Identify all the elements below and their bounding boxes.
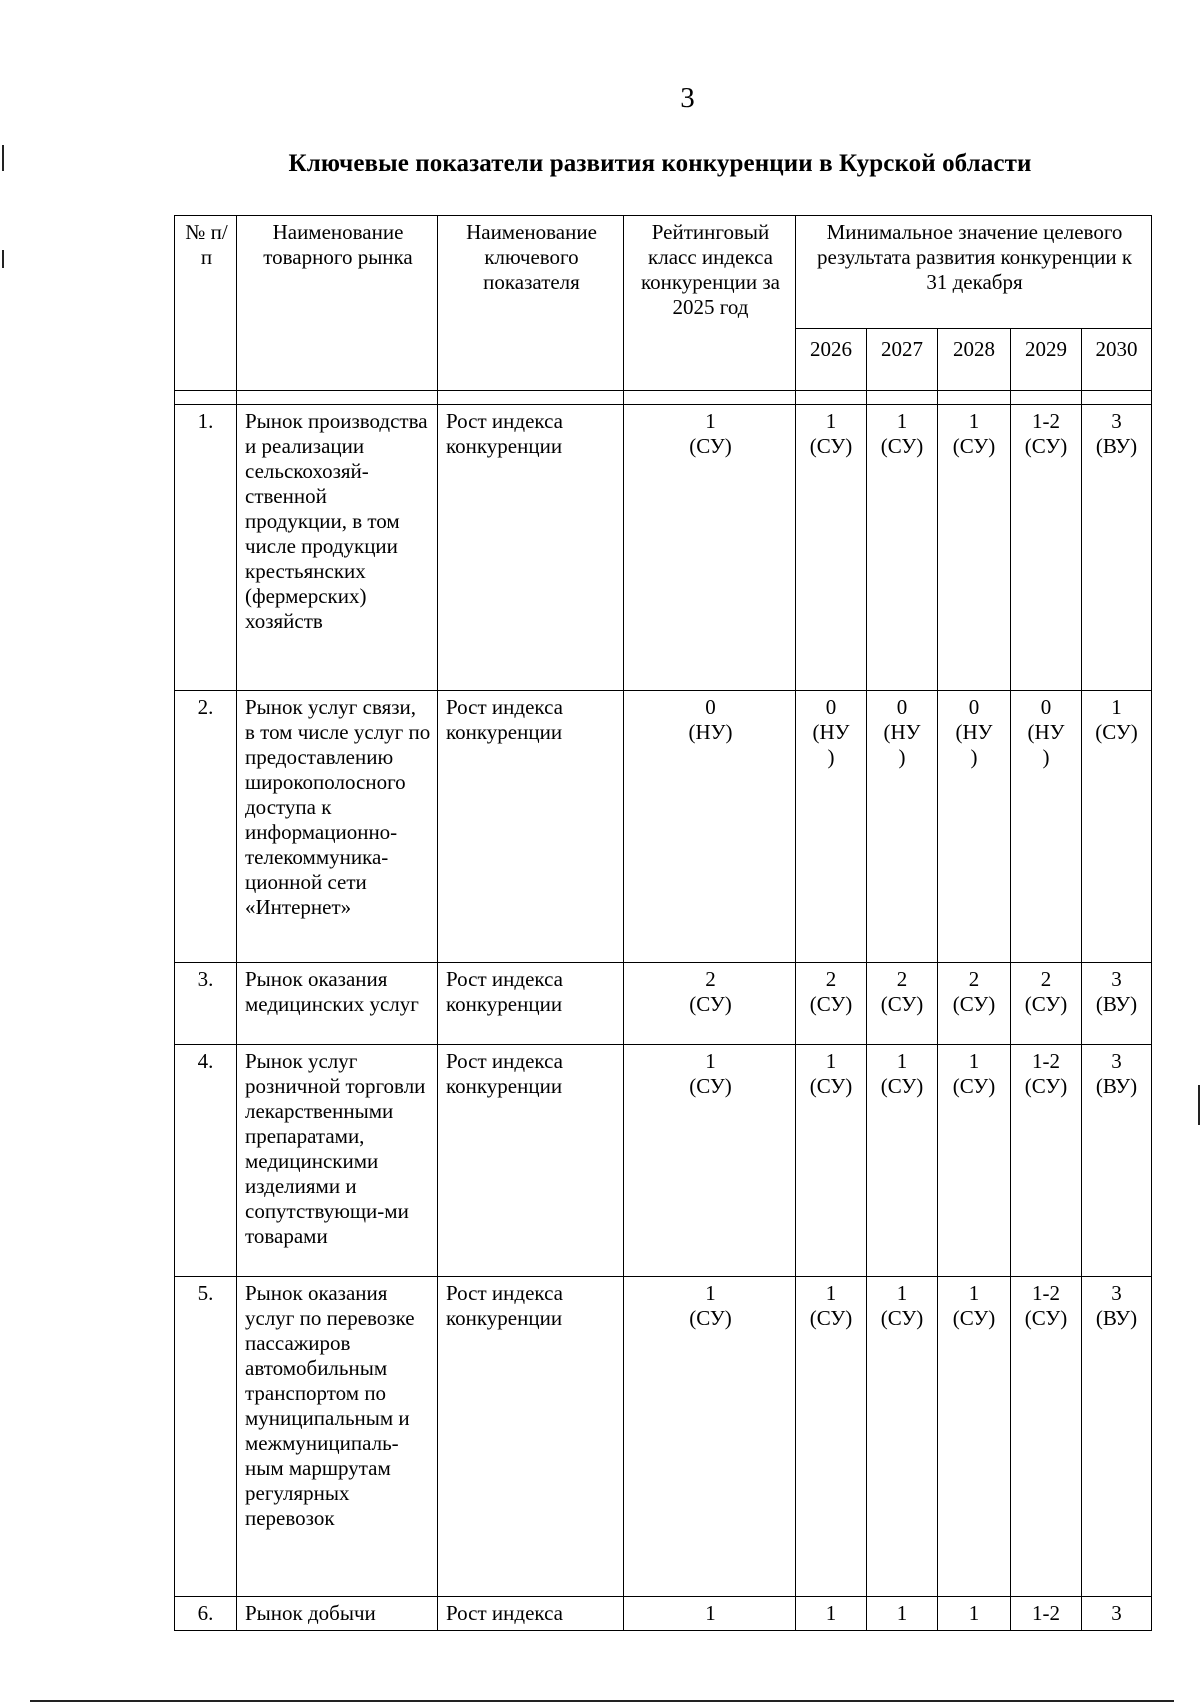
value-line: 1 (825, 1281, 837, 1305)
value-line: (СУ) (809, 1306, 853, 1330)
value-line: (СУ) (1024, 1306, 1068, 1330)
value-line: 1 (896, 1281, 908, 1305)
market-name: Рынок услуг розничной торговли лекарственными препаратами, медицинскими изделиями и сопутствующи-ми товарами (237, 1045, 438, 1277)
rating-class (624, 1045, 796, 1277)
row-number: 3. (175, 963, 237, 1045)
target-value (796, 1277, 867, 1597)
value-line: 1 (705, 409, 716, 433)
value-line: (НУ (1027, 720, 1065, 744)
value-line: 1 (896, 409, 908, 433)
indicator-name: Рост индекса конкуренции (438, 691, 624, 963)
value-line: 1 (896, 1049, 908, 1073)
header-num: № п/п (175, 216, 237, 391)
target-value (1082, 1277, 1152, 1597)
value-line: 0 (896, 695, 908, 719)
target-value (796, 963, 867, 1045)
table-row (175, 1045, 1152, 1277)
value-line: 1 (896, 1601, 908, 1625)
target-value (1082, 691, 1152, 963)
table-row (175, 691, 1152, 963)
value-line: ) (827, 745, 835, 769)
target-value (938, 1277, 1011, 1597)
indicator-name: Рост индекса конкуренции (438, 1045, 624, 1277)
market-name: Рынок добычи (237, 1597, 438, 1631)
header-year: 2027 (867, 329, 938, 391)
value-line: 1 (968, 409, 980, 433)
target-value (867, 1045, 938, 1277)
value-line: ) (898, 745, 906, 769)
target-value (796, 1597, 867, 1631)
table-row (175, 1597, 1152, 1631)
header-year: 2028 (938, 329, 1011, 391)
value-line: 1-2 (1032, 1049, 1060, 1073)
value-line: 1-2 (1032, 1281, 1060, 1305)
value-line: 1 (825, 1601, 837, 1625)
value-line: (СУ) (689, 1074, 732, 1098)
indicator-name: Рост индекса конкуренции (438, 405, 624, 691)
rating-class (624, 405, 796, 691)
market-name: Рынок оказания медицинских услуг (237, 963, 438, 1045)
value-line: 1-2 (1032, 1601, 1060, 1625)
row-number: 4. (175, 1045, 237, 1277)
scan-artifact-left (2, 250, 4, 268)
value-line: (СУ) (880, 1074, 924, 1098)
kpi-table (174, 215, 1152, 1631)
value-line: 2 (896, 967, 908, 991)
rating-class (624, 1277, 796, 1597)
value-line: 0 (968, 695, 980, 719)
target-value (1011, 1045, 1082, 1277)
header-row (175, 216, 1152, 329)
header-gap (175, 391, 1152, 405)
target-value (938, 691, 1011, 963)
value-line: 1 (705, 1281, 716, 1305)
document-title: Ключевые показатели развития конкуренции в Курской области (288, 150, 1032, 177)
indicator-name: Рост индекса конкуренции (438, 1277, 624, 1597)
value-line: (СУ) (689, 434, 732, 458)
value-line: (СУ) (1024, 1074, 1068, 1098)
value-line: 3 (1111, 967, 1122, 991)
table-row (175, 1277, 1152, 1597)
value-line: 1 (705, 1049, 716, 1073)
value-line: 1 (968, 1601, 980, 1625)
target-value (1011, 1277, 1082, 1597)
value-line: 1 (968, 1281, 980, 1305)
target-value (1011, 691, 1082, 963)
target-value (1082, 405, 1152, 691)
target-value (938, 963, 1011, 1045)
value-line: (СУ) (1024, 992, 1068, 1016)
target-value (867, 405, 938, 691)
table-row (175, 963, 1152, 1045)
market-name: Рынок оказания услуг по перевозке пассажиров автомобильным транспортом по муниципальным и межмуниципаль-ным маршрутам регулярных перевозок (237, 1277, 438, 1597)
value-line: 2 (705, 967, 716, 991)
target-value (938, 405, 1011, 691)
value-line: 3 (1111, 409, 1122, 433)
value-line: ) (970, 745, 978, 769)
value-line: (СУ) (809, 434, 853, 458)
target-value (867, 963, 938, 1045)
value-line: 2 (1040, 967, 1052, 991)
target-value (1011, 1597, 1082, 1631)
target-value (867, 691, 938, 963)
value-line: (НУ) (688, 720, 733, 744)
value-line: (ВУ) (1095, 434, 1138, 458)
page-number: 3 (680, 82, 695, 114)
rating-class (624, 691, 796, 963)
value-line: 2 (825, 967, 837, 991)
header-year: 2026 (796, 329, 867, 391)
target-value (867, 1597, 938, 1631)
value-line: 1 (968, 1049, 980, 1073)
value-line: 3 (1111, 1281, 1122, 1305)
scan-bottom-edge (30, 1700, 1174, 1702)
value-line: 0 (1040, 695, 1052, 719)
row-number: 1. (175, 405, 237, 691)
target-value (796, 1045, 867, 1277)
target-value (1011, 963, 1082, 1045)
value-line: 1 (825, 409, 837, 433)
value-line: (СУ) (880, 1306, 924, 1330)
market-name: Рынок производства и реализации сельскохозяй-ственной продукции, в том числе продукции крестьянских (фермерских) хозяйств (237, 405, 438, 691)
value-line: (СУ) (880, 434, 924, 458)
row-number: 2. (175, 691, 237, 963)
value-line: (СУ) (952, 1074, 996, 1098)
header-target: Минимальное значение целевого результата развития конкуренции к 31 декабря (796, 216, 1152, 329)
header-year: 2029 (1011, 329, 1082, 391)
value-line: (НУ (883, 720, 921, 744)
target-value (938, 1597, 1011, 1631)
target-value (796, 691, 867, 963)
value-line: ) (1042, 745, 1050, 769)
value-line: (ВУ) (1095, 1306, 1138, 1330)
value-line: (СУ) (1095, 720, 1138, 744)
value-line: (НУ (812, 720, 850, 744)
table-row (175, 405, 1152, 691)
value-line: (СУ) (880, 992, 924, 1016)
value-line: (СУ) (809, 992, 853, 1016)
value-line: 0 (825, 695, 837, 719)
value-line: (СУ) (809, 1074, 853, 1098)
rating-class (624, 1597, 796, 1631)
value-line: 1 (825, 1049, 837, 1073)
row-number: 6. (175, 1597, 237, 1631)
value-line: (ВУ) (1095, 992, 1138, 1016)
target-value (1082, 1597, 1152, 1631)
indicator-name: Рост индекса (438, 1597, 624, 1631)
value-line: 3 (1111, 1049, 1122, 1073)
value-line: 2 (968, 967, 980, 991)
value-line: (СУ) (952, 992, 996, 1016)
target-value (1082, 1045, 1152, 1277)
target-value (1011, 405, 1082, 691)
value-line: (СУ) (1024, 434, 1068, 458)
market-name: Рынок услуг связи, в том числе услуг по предоставлению широкополосного доступа к информационно-телекоммуника-ционной сети «Интернет» (237, 691, 438, 963)
header-indicator: Наименование ключевого показателя (438, 216, 624, 391)
row-number: 5. (175, 1277, 237, 1597)
value-line: 1 (705, 1601, 716, 1625)
value-line: (СУ) (689, 992, 732, 1016)
target-value (1082, 963, 1152, 1045)
header-year: 2030 (1082, 329, 1152, 391)
value-line: 3 (1111, 1601, 1122, 1625)
value-line: (ВУ) (1095, 1074, 1138, 1098)
target-value (938, 1045, 1011, 1277)
header-rating: Рейтинговый класс индекса конкуренции за 2025 год (624, 216, 796, 391)
value-line: (СУ) (952, 1306, 996, 1330)
value-line: 0 (705, 695, 716, 719)
target-value (867, 1277, 938, 1597)
header-market: Наименование товарного рынка (237, 216, 438, 391)
value-line: 1-2 (1032, 409, 1060, 433)
value-line: 1 (1111, 695, 1122, 719)
value-line: (НУ (955, 720, 993, 744)
value-line: (СУ) (689, 1306, 732, 1330)
value-line: (СУ) (952, 434, 996, 458)
indicator-name: Рост индекса конкуренции (438, 963, 624, 1045)
target-value (796, 405, 867, 691)
rating-class (624, 963, 796, 1045)
